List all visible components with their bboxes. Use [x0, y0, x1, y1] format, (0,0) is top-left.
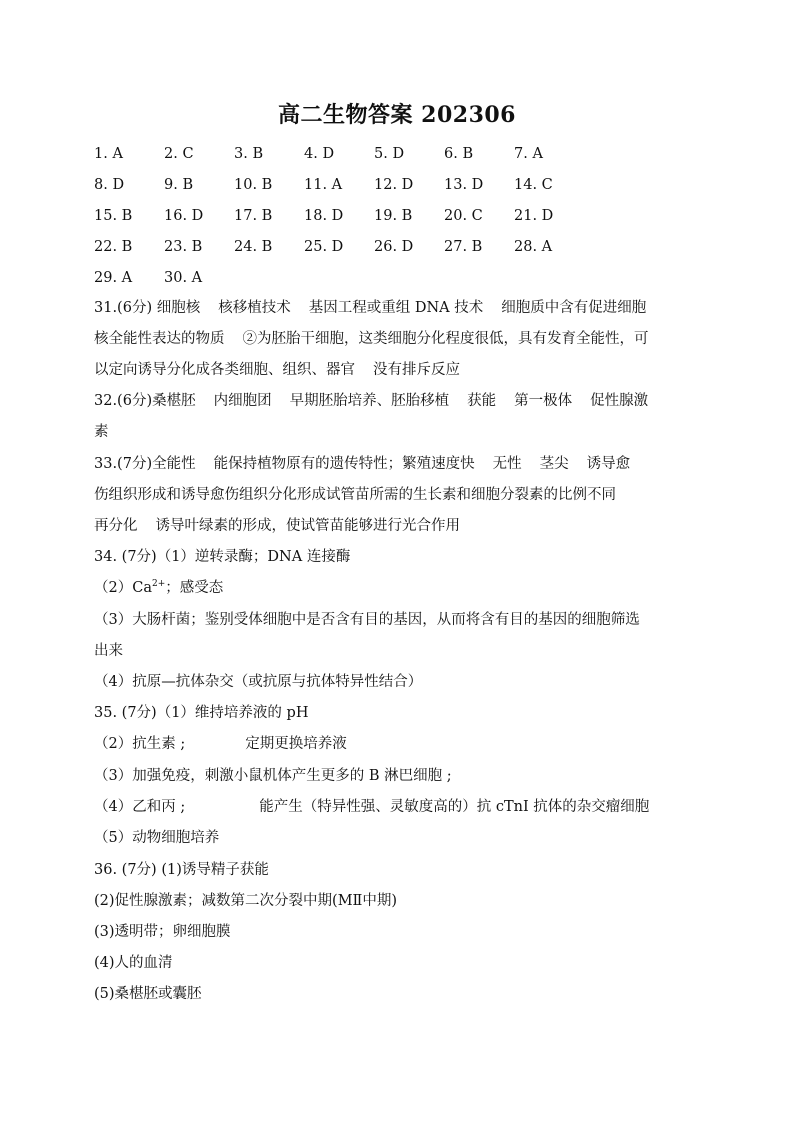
mc-question-number: 23. — [164, 239, 188, 255]
mc-answer — [164, 235, 202, 259]
mc-answer-letter: B — [121, 239, 133, 255]
q35-line-1: 35. (7分)（1）维持培养液的 pH — [94, 705, 309, 721]
q36-line-3: (3)透明带；卵细胞膜 — [94, 924, 231, 940]
mc-question-number: 11. — [304, 177, 328, 193]
q32-answer-2: 内细胞团 — [213, 393, 272, 409]
mc-question-number: 15. — [94, 208, 118, 224]
mc-answer-letter: C — [182, 146, 194, 162]
mc-question-number: 22. — [94, 239, 118, 255]
mc-question-number: 19. — [374, 208, 398, 224]
mc-answer-letter: C — [471, 208, 483, 224]
q31-answer-3: 基因工程或重组 DNA 技术 — [308, 300, 484, 316]
mc-row — [94, 235, 734, 266]
mc-question-number: 17. — [234, 208, 258, 224]
q32-answer-4: 获能 — [467, 393, 497, 409]
q31-answer-5: ②为胚胎干细胞，这类细胞分化程度很低，具有发育全能性，可 — [242, 331, 649, 347]
q34-line-3: （3）大肠杆菌；鉴别受体细胞中是否含有目的基因，从而将含有目的基因的细胞筛选 — [94, 612, 640, 628]
q34-line-4: 出来 — [94, 643, 123, 659]
mc-answer-letter: D — [401, 177, 414, 193]
q36-line-1: 36. (7分) (1)诱导精子获能 — [94, 862, 269, 878]
q32-answer-6: 促性腺激 — [590, 393, 649, 409]
mc-answer — [234, 173, 272, 197]
mc-answer — [514, 204, 553, 228]
q33-answer-7: 诱导叶绿素的形成，使试管苗能够进行光合作用 — [155, 518, 460, 534]
q35-line-4 — [94, 795, 704, 819]
q31-answer-4: 细胞质中含有促进细胞 — [501, 300, 647, 316]
mc-answer-letter: D — [471, 177, 484, 193]
mc-question-number: 24. — [234, 239, 258, 255]
mc-answer — [234, 235, 272, 259]
mc-question-number: 25. — [304, 239, 328, 255]
q35-line-2 — [94, 732, 704, 756]
q36-line-5: (5)桑椹胚或囊胚 — [94, 986, 202, 1002]
mc-question-number: 18. — [304, 208, 328, 224]
q35-answer-4b: 能产生（特异性强、灵敏度高的）抗 cTnI 抗体的杂交瘤细胞 — [259, 799, 650, 815]
mc-answer-letter: B — [261, 239, 273, 255]
q35-answer-4a: （4）乙和丙 ; — [94, 799, 186, 815]
mc-answer — [94, 204, 132, 228]
q33-answer-3: 无性 — [492, 456, 522, 472]
mc-answer-letter: D — [331, 208, 344, 224]
mc-answer — [164, 266, 202, 290]
q35-line-5: （5）动物细胞培养 — [94, 830, 220, 846]
q31-answer-6: 没有排斥反应 — [373, 362, 460, 378]
mc-question-number: 12. — [374, 177, 398, 193]
mc-answer — [374, 142, 404, 166]
q33-answer-6: 再分化 — [94, 518, 138, 534]
mc-answer — [374, 235, 413, 259]
mc-answer — [444, 142, 473, 166]
q33-answer-1: 33.(7分)全能性 — [94, 456, 196, 472]
mc-question-number: 26. — [374, 239, 398, 255]
mc-answer-letter: A — [121, 270, 133, 286]
mc-row — [94, 173, 734, 204]
mc-answer — [304, 173, 342, 197]
mc-answer-letter: D — [322, 146, 335, 162]
mc-answer — [164, 204, 203, 228]
mc-question-number: 20. — [444, 208, 468, 224]
mc-answer-letter: B — [462, 146, 474, 162]
mc-answer-letter: B — [191, 239, 203, 255]
mc-question-number: 4. — [304, 146, 318, 162]
mc-answer-letter: B — [252, 146, 264, 162]
mc-question-number: 6. — [444, 146, 458, 162]
mc-answer — [304, 204, 343, 228]
q31-answer-1: 31.(6分) 细胞核 — [94, 300, 201, 316]
mc-answer — [514, 173, 553, 197]
q33-answer-2: 能保持植物原有的遗传特性；繁殖速度快 — [213, 456, 475, 472]
mc-question-number: 2. — [164, 146, 178, 162]
q33-answer-5: 诱导愈 — [586, 456, 631, 472]
calcium-charge: 2+ — [151, 579, 166, 589]
mc-answer — [374, 173, 413, 197]
mc-answer-letter: A — [112, 146, 123, 162]
mc-question-number: 28. — [514, 239, 538, 255]
mc-answer-letter: A — [532, 146, 543, 162]
mc-question-number: 5. — [374, 146, 388, 162]
mc-answer-letter: D — [392, 146, 405, 162]
q31-answer-4-cont: 核全能性表达的物质 — [94, 331, 225, 347]
q34-answer-2a: （2）Ca — [94, 580, 152, 596]
mc-answer-letter: B — [261, 177, 273, 193]
mc-question-number: 29. — [94, 270, 118, 286]
mc-answer-letter: D — [541, 208, 554, 224]
mc-answer — [304, 235, 343, 259]
q34-line-2 — [94, 576, 704, 600]
q31-line-1 — [94, 296, 704, 320]
q33-line-1 — [94, 452, 704, 476]
mc-answer-letter: C — [541, 177, 553, 193]
mc-answer — [444, 235, 482, 259]
mc-question-number: 10. — [234, 177, 258, 193]
q33-answer-4: 茎尖 — [539, 456, 569, 472]
mc-answer — [164, 142, 194, 166]
mc-answer — [444, 204, 483, 228]
mc-answer — [234, 142, 263, 166]
q31-answer-5-cont: 以定向诱导分化成各类细胞、组织、器官 — [94, 362, 355, 378]
q33-line-3 — [94, 514, 704, 538]
q33-line-2: 伤组织形成和诱导愈伤组织分化形成试管苗所需的生长素和细胞分裂素的比例不同 — [94, 487, 616, 503]
mc-answer — [514, 235, 552, 259]
q32-line-1 — [94, 389, 704, 413]
mc-answer-letter: B — [471, 239, 483, 255]
q34-answer-2b: ；感受态 — [165, 580, 224, 596]
mc-answer — [94, 235, 132, 259]
mc-answer-letter: D — [191, 208, 204, 224]
q32-answer-5: 第一极体 — [514, 393, 573, 409]
q35-answer-2b: 定期更换培养液 — [245, 736, 347, 752]
mc-row — [94, 142, 734, 173]
mc-question-number: 3. — [234, 146, 248, 162]
mc-row — [94, 204, 734, 235]
q31-answer-2: 核移植技术 — [218, 300, 291, 316]
mc-question-number: 14. — [514, 177, 538, 193]
mc-row — [94, 266, 734, 297]
mc-question-number: 9. — [164, 177, 178, 193]
mc-question-number: 21. — [514, 208, 538, 224]
q32-answer-1: 32.(6分)桑椹胚 — [94, 393, 196, 409]
mc-question-number: 27. — [444, 239, 468, 255]
mc-answer-letter: D — [112, 177, 125, 193]
mc-answer-letter: B — [261, 208, 273, 224]
mc-answer-letter: B — [401, 208, 413, 224]
q35-line-3: （3）加强免疫，刺激小鼠机体产生更多的 B 淋巴细胞 ; — [94, 768, 452, 784]
multiple-choice-answers — [94, 142, 734, 297]
mc-answer — [304, 142, 334, 166]
mc-answer-letter: A — [331, 177, 343, 193]
mc-answer — [164, 173, 193, 197]
mc-answer — [514, 142, 543, 166]
q35-answer-2a: （2）抗生素 ; — [94, 736, 186, 752]
mc-answer-letter: B — [121, 208, 133, 224]
q36-line-2: (2)促性腺激素；减数第二次分裂中期(MⅡ中期) — [94, 893, 398, 909]
q31-line-3 — [94, 358, 704, 382]
q34-line-1: 34. (7分)（1）逆转录酶；DNA 连接酶 — [94, 549, 351, 565]
mc-answer — [94, 142, 123, 166]
q36-line-4: (4)人的血清 — [94, 955, 173, 971]
mc-answer-letter: A — [541, 239, 553, 255]
mc-answer — [94, 266, 132, 290]
mc-answer-letter: B — [182, 177, 194, 193]
mc-answer — [374, 204, 412, 228]
page-title: 高二生物答案 202306 — [277, 102, 516, 128]
q32-line-2: 素 — [94, 424, 109, 440]
mc-answer — [94, 173, 124, 197]
q32-answer-3: 早期胚胎培养、胚胎移植 — [289, 393, 450, 409]
mc-answer-letter: A — [191, 270, 203, 286]
q31-line-2 — [94, 327, 704, 351]
mc-question-number: 30. — [164, 270, 188, 286]
mc-question-number: 16. — [164, 208, 188, 224]
mc-question-number: 1. — [94, 146, 108, 162]
mc-question-number: 13. — [444, 177, 468, 193]
mc-answer-letter: D — [401, 239, 414, 255]
mc-question-number: 8. — [94, 177, 108, 193]
mc-answer — [444, 173, 483, 197]
q34-line-5: （4）抗原—抗体杂交（或抗原与抗体特异性结合） — [94, 674, 423, 690]
mc-answer-letter: D — [331, 239, 344, 255]
mc-answer — [234, 204, 272, 228]
mc-question-number: 7. — [514, 146, 528, 162]
